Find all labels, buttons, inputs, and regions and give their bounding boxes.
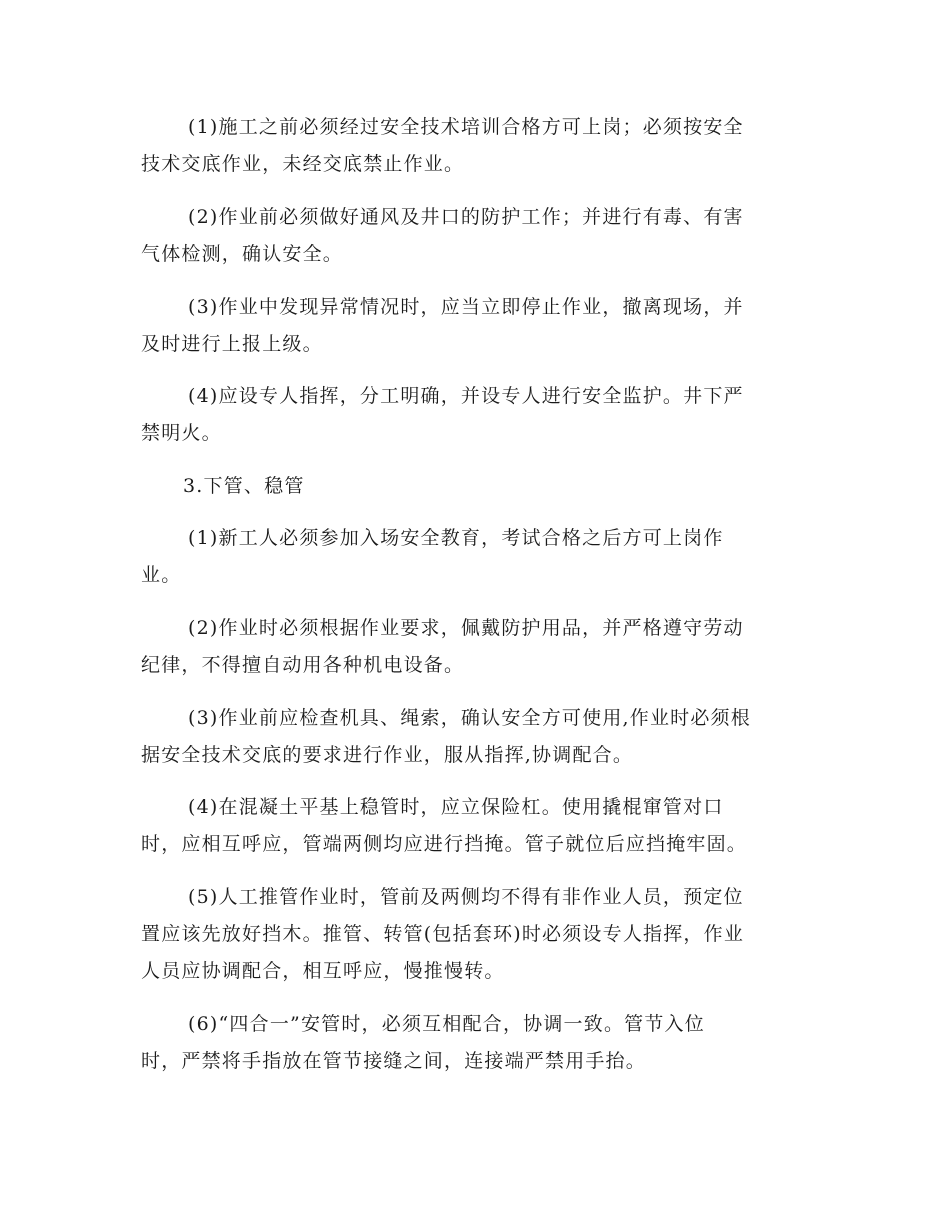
- paragraph-line: (1)施工之前必须经过安全技术培训合格方可上岗；必须按安全: [188, 116, 744, 138]
- paragraph-line: (2)作业时必须根据作业要求，佩戴防护用品，并严格遵守劳动: [188, 617, 744, 639]
- paragraph-line: (5)人工推管作业时，管前及两侧均不得有非作业人员，预定位: [188, 886, 744, 908]
- paragraph-line: 纪律，不得擅自动用各种机电设备。: [141, 654, 465, 676]
- paragraph-line: 时，应相互呼应，管端两侧均应进行挡掩。管子就位后应挡掩牢固。: [141, 833, 748, 855]
- paragraph-line: 据安全技术交底的要求进行作业，服从指挥,协调配合。: [141, 744, 634, 766]
- paragraph-line: 人员应协调配合，相互呼应，慢推慢转。: [141, 960, 505, 982]
- paragraph-line: (6)“四合一”安管时，必须互相配合，协调一致。管节入位: [188, 1013, 705, 1035]
- paragraph-line: (4)在混凝土平基上稳管时，应立保险杠。使用撬棍窜管对口: [188, 796, 724, 818]
- paragraph-line: 技术交底作业，未经交底禁止作业。: [141, 153, 465, 175]
- paragraph-line: 时，严禁将手指放在管节接缝之间，连接端严禁用手抬。: [141, 1050, 647, 1072]
- paragraph-line: 置应该先放好挡木。推管、转管(包括套环)时必须设专人指挥，作业: [141, 923, 745, 945]
- paragraph-line: 禁明火。: [141, 422, 222, 444]
- paragraph-line: 及时进行上报上级。: [141, 333, 323, 355]
- section-heading: 3.下管、稳管: [183, 475, 305, 497]
- paragraph-line: (3)作业前应检查机具、绳索，确认安全方可使用,作业时必须根: [188, 707, 751, 729]
- paragraph-line: 业。: [141, 564, 182, 586]
- paragraph-line: (4)应设专人指挥，分工明确，并设专人进行安全监护。井下严: [188, 385, 744, 407]
- paragraph-line: 气体检测，确认安全。: [141, 243, 344, 265]
- paragraph-line: (1)新工人必须参加入场安全教育，考试合格之后方可上岗作: [188, 527, 724, 549]
- paragraph-line: (2)作业前必须做好通风及井口的防护工作；并进行有毒、有害: [188, 206, 744, 228]
- paragraph-line: (3)作业中发现异常情况时，应当立即停止作业，撤离现场，并: [188, 296, 744, 318]
